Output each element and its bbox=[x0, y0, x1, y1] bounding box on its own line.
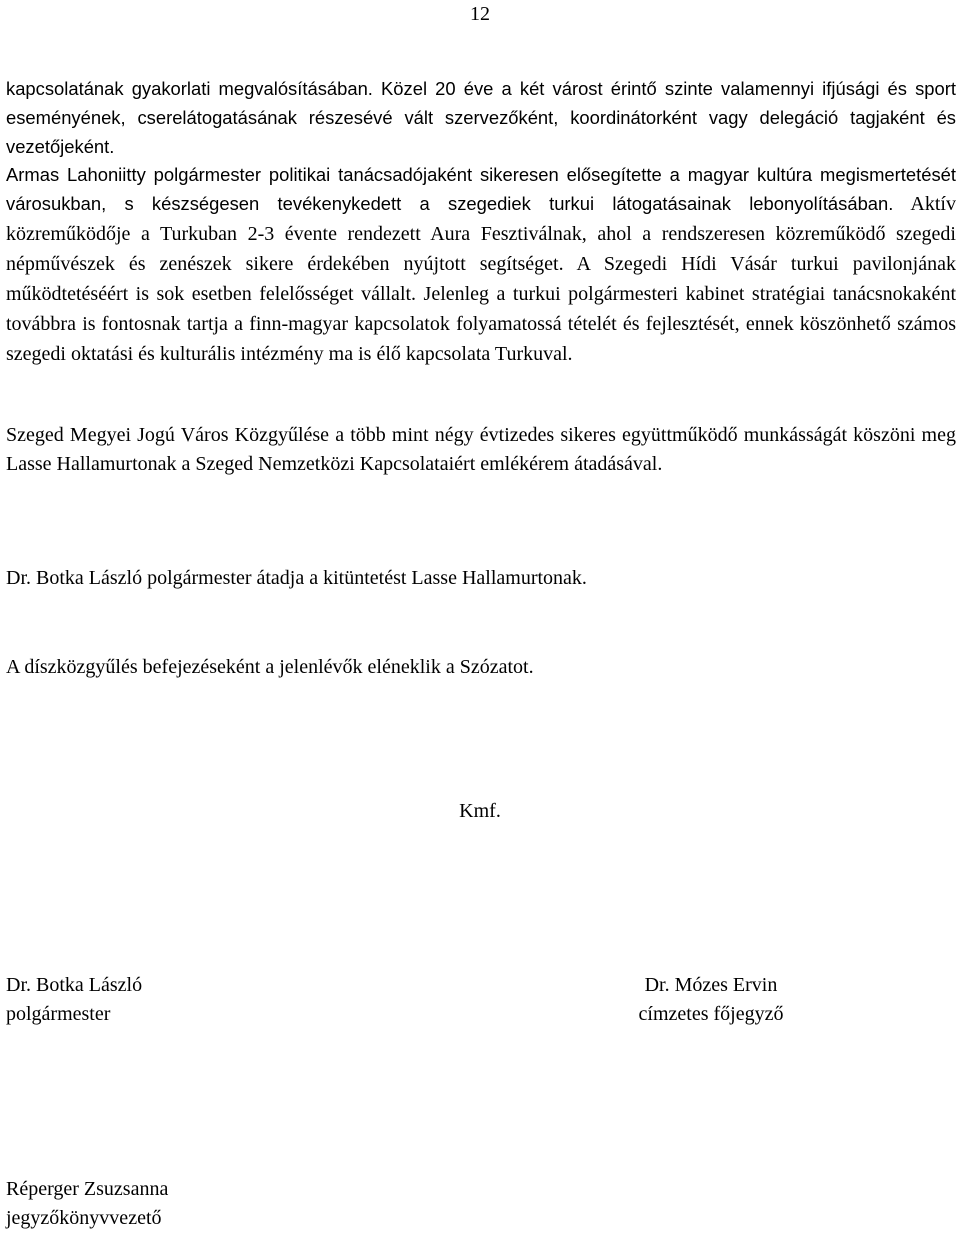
signature-recorder bbox=[6, 1175, 168, 1233]
paragraph-activities bbox=[6, 160, 956, 369]
signature-notary bbox=[619, 971, 803, 1029]
signature-notary-name: Dr. Mózes Ervin bbox=[644, 974, 778, 996]
paragraph-resolution: Szeged Megyei Jogú Város Közgyűlése a több mint négy évtizedes sikeres együttműködő munkásságát köszöni meg Lasse Hallamurtonak a Szeged Nemzetközi Kapcsolataiért emlékérem átadásával. bbox=[6, 424, 956, 475]
kmf-label: Kmf. bbox=[459, 800, 501, 822]
closing-line: A díszközgyűlés befejezéseként a jelenlévők eléneklik a Szózatot. bbox=[6, 656, 534, 678]
signature-recorder-title: jegyzőkönyvvezető bbox=[6, 1207, 162, 1229]
paragraph-activities-part2: Aktív közreműködője a Turkuban 2-3 évente rendezett Aura Fesztiválnak, ahol a rendszeresen közreműködő szegedi népművészek és zenészek sikere érdekében nyújtott segítséget. A Szegedi Hídi Vásár turkui pavilonjának működtetéséért is sok esetben felelősséget vállalt. Jelenleg a turkui polgármesteri kabinet stratégiai tanácsnokaként továbbra is fontosnak tartja a finn-magyar kapcsolatok folyamatossá tételét és fejlesztését, ennek köszönhető számos szegedi oktatási és kulturális intézmény ma is élő kapcsolata Turkuval. bbox=[6, 193, 956, 365]
paragraph-activities-part1: Armas Lahoniitty polgármester politikai tanácsadójaként sikeresen elősegítette a magyar kultúra megismertetését városukban, s készségesen tevékenykedett a szegediek turkui látogatásainak lebonyolításában. bbox=[6, 164, 956, 214]
paragraph-intro: kapcsolatának gyakorlati megvalósításában. Közel 20 éve a két várost érintő szinte valamennyi ifjúsági és sport eseményének, cserelátogatásának részesévé vált szervezőként, koordinátorként vagy delegáció tagjaként és vezetőjeként. bbox=[6, 78, 956, 157]
page-number: 12 bbox=[470, 3, 490, 25]
signature-notary-title: címzetes főjegyző bbox=[638, 1003, 784, 1025]
award-line: Dr. Botka László polgármester átadja a kitüntetést Lasse Hallamurtonak. bbox=[6, 567, 587, 589]
signature-mayor-name: Dr. Botka László bbox=[6, 974, 143, 996]
signature-mayor-title: polgármester bbox=[6, 1003, 111, 1025]
signature-mayor bbox=[6, 971, 142, 1029]
signature-recorder-name: Réperger Zsuzsanna bbox=[6, 1178, 169, 1200]
